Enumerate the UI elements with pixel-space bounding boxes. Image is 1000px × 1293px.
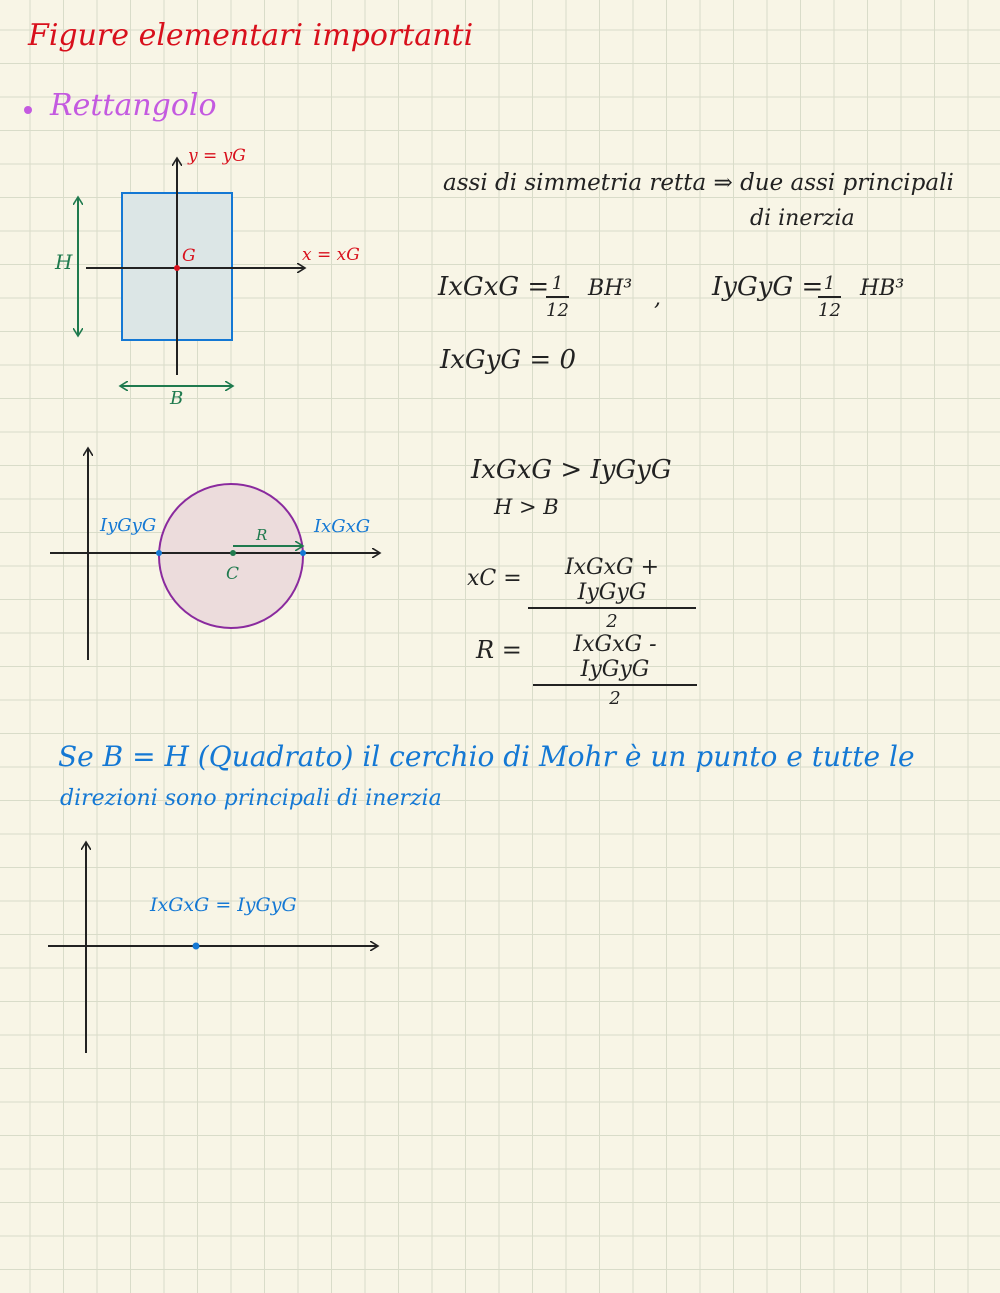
xc-den: 2 [606,611,618,632]
iyy-lhs: IyGyG = [712,272,824,302]
single-point-dot [193,943,200,950]
height-label: H [55,250,73,274]
left-point-dot [156,550,162,556]
r-den: 2 [609,688,621,709]
iyy-den: 12 [818,300,841,321]
x-axis-label: x = xG [302,245,360,265]
ixx-rhs: BH³ [588,276,633,301]
condition-dimensions: H > B [494,495,559,519]
symmetry-note-line1: assi di simmetria retta ⇒ due assi principali [443,170,954,196]
ixx-fraction [546,273,569,321]
iyy-num: 1 [818,273,841,298]
centroid-label: G [182,246,196,266]
iyy-fraction [818,273,841,321]
ixx-lhs: IxGxG = [438,272,550,302]
radius-label: R [256,526,268,544]
ixx-den: 12 [546,300,569,321]
right-point-dot [300,550,306,556]
xc-lhs: xC = [467,566,522,591]
comma: , [654,286,661,311]
square-note-line2: direzioni sono principali di inerzia [60,786,442,811]
single-point-label: IxGxG = IyGyG [150,894,297,916]
r-num: IxGxG - IyGyG [533,632,697,686]
xc-num: IxGxG + IyGyG [528,555,696,609]
square-note-line1: Se B = H (Quadrato) il cerchio di Mohr è un punto e tutte le [58,740,915,773]
ixy-zero: IxGyG = 0 [440,345,577,375]
ixx-num: 1 [546,273,569,298]
right-point-label: IxGxG [314,516,371,537]
xc-fraction [528,555,696,632]
base-label: B [170,388,184,409]
section-subtitle: Rettangolo [50,88,217,123]
mohr-circle [159,484,303,628]
condition-inertia: IxGxG > IyGyG [471,455,672,485]
iyy-rhs: HB³ [860,276,905,301]
page-title: Figure elementari importanti [28,18,474,53]
centroid-dot [174,265,180,271]
left-point-label: IyGyG [100,515,157,536]
center-label: C [226,564,240,584]
r-lhs: R = [476,636,522,664]
r-fraction [533,632,697,709]
y-axis-label: y = yG [188,146,246,166]
center-dot [230,550,236,556]
symmetry-note-line2: di inerzia [750,206,855,231]
